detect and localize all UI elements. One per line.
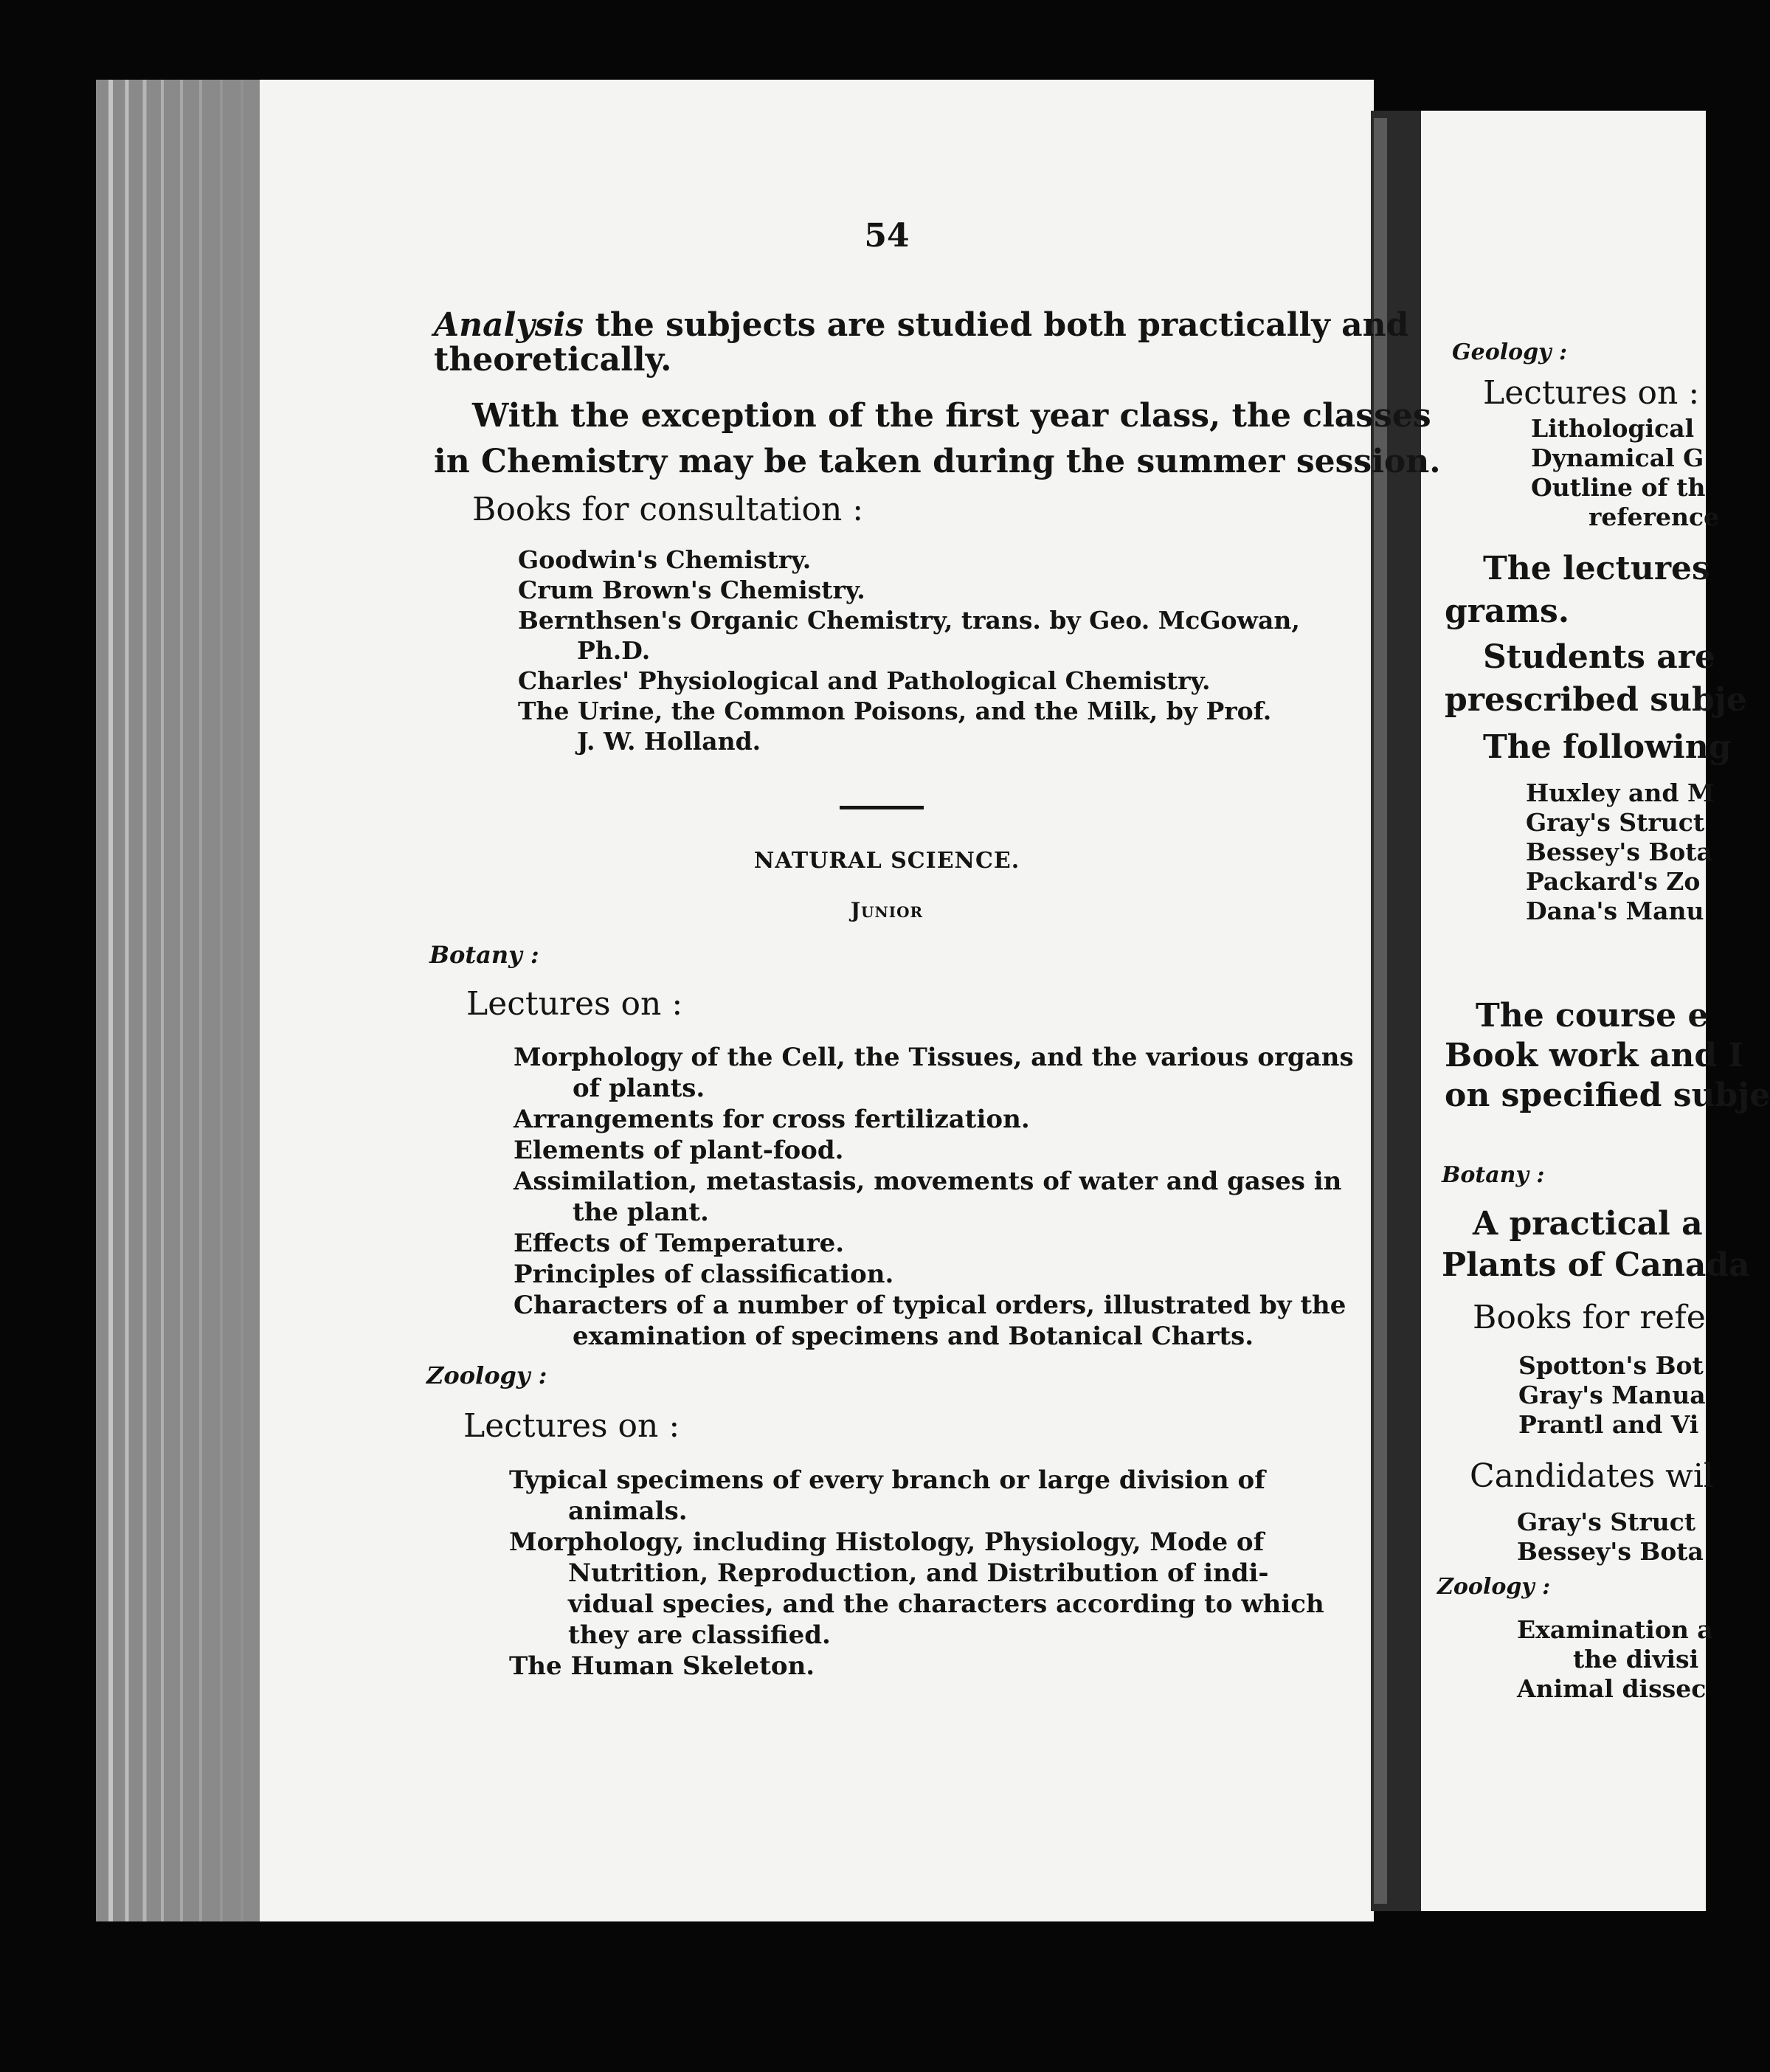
zoology-lectures-heading: Lectures on : [463, 1407, 680, 1445]
botany-topic: Arrangements for cross fertilization. [514, 1105, 1030, 1134]
book-item: Charles' Physiological and Pathological Chemistry. [518, 666, 1211, 695]
botany-label: Botany : [429, 941, 539, 969]
rp-course-line: The course e [1476, 997, 1709, 1035]
zoology-topic: The Human Skeleton. [509, 1651, 815, 1681]
rp-following-item: Dana's Manu [1526, 897, 1704, 925]
books-heading: Books for consultation : [472, 491, 864, 528]
rp-lectures-line: grams. [1445, 593, 1570, 630]
rp-geology-item: Lithological [1531, 414, 1695, 443]
section-subtitle: Junior [850, 898, 924, 922]
rp-zoo-item: Animal dissec [1517, 1674, 1707, 1703]
rp-following: The following [1483, 728, 1732, 766]
zoology-topic: Morphology, including Histology, Physiology, Mode of Nutrition, Reproduction, and Distribution of indi- vidual species, and the characters according to which they are classified. [509, 1527, 1324, 1650]
botany-topic: Principles of classification. [514, 1260, 894, 1289]
right-page [1417, 114, 1770, 1907]
intro-line-2: theoretically. [434, 341, 672, 379]
botany-topic: Assimilation, metastasis, movements of water and gases in the plant. [514, 1167, 1342, 1227]
book-item-continuation: J. W. Holland. [577, 727, 761, 756]
rp-following-item: Gray's Struct [1526, 808, 1705, 837]
rp-botany-label: Botany : [1442, 1162, 1545, 1188]
rp-course-line: on specified subje [1445, 1077, 1770, 1114]
rp-zoology-label: Zoology : [1437, 1574, 1551, 1600]
rp-ref-item: Gray's Manua [1518, 1381, 1706, 1409]
book-item: Bernthsen's Organic Chemistry, trans. by Geo. McGowan, [518, 606, 1300, 635]
botany-topic: Morphology of the Cell, the Tissues, and the various organs of plants. [514, 1043, 1354, 1103]
rp-geology-item: Outline of th [1531, 473, 1706, 502]
exception-line-2: in Chemistry may be taken during the summer session. [434, 443, 1441, 480]
exception-line-1: With the exception of the first year class, the classes [472, 397, 1431, 435]
intro-line-1-rest: the subjects are studied both practically and [584, 306, 1409, 344]
rp-zoo-item: Examination a [1517, 1615, 1713, 1644]
rp-ref-item: Prantl and Vi [1518, 1410, 1699, 1439]
botany-lectures-heading: Lectures on : [466, 985, 683, 1023]
botany-topic: Effects of Temperature. [514, 1229, 845, 1258]
zoology-topic: Typical specimens of every branch or large division of animals. [509, 1465, 1265, 1526]
book-item-continuation: Ph.D. [577, 636, 651, 665]
rp-students-line: prescribed subje [1445, 681, 1747, 719]
botany-topic: Characters of a number of typical orders, illustrated by the examination of specimens and Botanical Charts. [514, 1291, 1346, 1351]
rp-practical-line: Plants of Canada [1442, 1246, 1750, 1284]
rp-lectures-line: The lectures [1483, 550, 1710, 587]
rp-geology-item: reference [1588, 503, 1720, 531]
book-item: The Urine, the Common Poisons, and the Milk, by Prof. [518, 697, 1272, 725]
rp-ref-item: Spotton's Bot [1518, 1351, 1704, 1380]
rp-following-item: Huxley and M [1526, 778, 1715, 807]
chemistry-books-list [518, 545, 1300, 756]
rp-candidates: Candidates wil [1470, 1457, 1714, 1495]
rp-students-line: Students are [1483, 638, 1715, 676]
intro-italic-word: Analysis [434, 306, 584, 344]
intro-line-1 [434, 306, 1408, 344]
botany-topics-list [514, 1042, 1354, 1352]
rp-zoo-item: the divisi [1573, 1645, 1699, 1674]
rp-practical-line: A practical a [1473, 1205, 1703, 1243]
rp-geology-item: Dynamical G [1531, 443, 1704, 472]
rp-cand-item: Bessey's Bota [1517, 1537, 1704, 1566]
section-divider-rule [840, 806, 924, 809]
book-item: Goodwin's Chemistry. [518, 545, 812, 574]
rp-following-item: Bessey's Bota [1526, 838, 1712, 866]
rp-geology-lectures: Lectures on : [1483, 374, 1700, 412]
rp-course-line: Book work and I [1445, 1037, 1744, 1074]
rp-cand-item: Gray's Struct [1517, 1508, 1696, 1536]
zoology-topics-list [509, 1465, 1324, 1682]
section-title: NATURAL SCIENCE. [753, 848, 1020, 874]
book-item: Crum Brown's Chemistry. [518, 576, 865, 604]
page-number: 54 [864, 217, 910, 255]
rp-books-for-ref: Books for refe [1473, 1299, 1706, 1336]
rp-following-item: Packard's Zo [1526, 867, 1701, 896]
botany-topic: Elements of plant-food. [514, 1136, 844, 1165]
rp-geology-label: Geology : [1452, 339, 1568, 365]
zoology-label: Zoology : [426, 1361, 547, 1389]
